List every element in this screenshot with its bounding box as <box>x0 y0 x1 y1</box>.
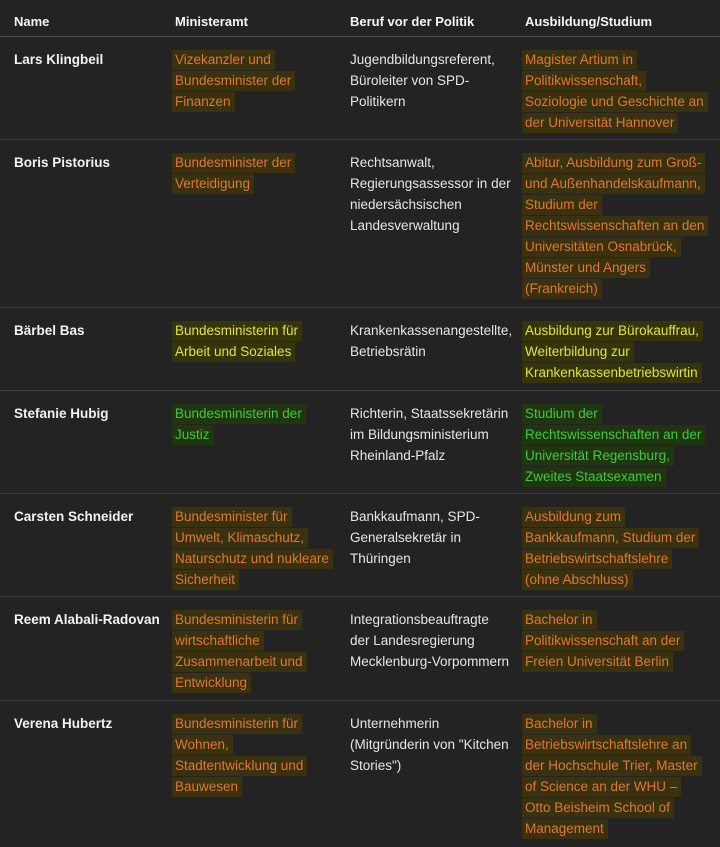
beruf-cell: Bankkaufmann, SPD-Generalsekretär in Thüringen <box>350 509 480 566</box>
ausbildung-highlight: Bachelor in Betriebswirtschaftslehre an der Hochschule Trier, Master of Science an der WHU – Otto Beisheim School of Management <box>522 714 702 839</box>
beruf-cell: Jugendbildungsreferent, Büroleiter von SPD-Politikern <box>350 52 495 109</box>
ministeramt-highlight: Bundesminister der Verteidigung <box>172 153 295 194</box>
ministeramt-highlight: Bundesministerin für wirtschaftliche Zusammenarbeit und Entwicklung <box>172 610 307 693</box>
ausbildung-cell <box>525 391 720 493</box>
ausbildung-cell <box>525 701 720 847</box>
beruf-cell: Richterin, Staatssekretärin im Bildungsministerium Rheinland-Pfalz <box>350 406 509 463</box>
ministeramt-highlight: Bundesminister für Umwelt, Klimaschutz, Naturschutz und nukleare Sicherheit <box>172 507 333 590</box>
table-row <box>0 597 720 701</box>
name-cell: Stefanie Hubig <box>14 406 109 421</box>
name-cell: Boris Pistorius <box>14 155 111 170</box>
ministeramt-cell <box>175 308 350 390</box>
ministeramt-highlight: Vizekanzler und Bundesminister der Finanzen <box>172 50 295 112</box>
ausbildung-highlight: Studium der Rechtswissenschaften an der Universität Regensburg, Zweites Staatsexamen <box>522 404 705 487</box>
ausbildung-cell <box>525 140 720 307</box>
ministeramt-cell <box>175 597 350 700</box>
table-header-row <box>0 0 720 37</box>
table-row <box>0 494 720 597</box>
ministeramt-cell <box>175 494 350 596</box>
name-cell: Verena Hubertz <box>14 716 113 731</box>
ausbildung-highlight: Magister Artium in Politikwissenschaft, Soziologie und Geschichte an der Universität Hannover <box>522 50 708 133</box>
column-header-ministeramt: Ministeramt <box>175 14 248 29</box>
table-row <box>0 140 720 308</box>
ausbildung-cell <box>525 308 720 390</box>
ausbildung-highlight: Ausbildung zum Bankkaufmann, Studium der Betriebswirtschaftslehre (ohne Abschluss) <box>522 507 699 590</box>
beruf-cell: Krankenkassenangestellte, Betriebsrätin <box>350 323 513 359</box>
name-cell: Reem Alabali-Radovan <box>14 612 160 627</box>
ministeramt-cell <box>175 140 350 307</box>
column-header-beruf: Beruf vor der Politik <box>350 14 475 29</box>
ausbildung-highlight: Bachelor in Politikwissenschaft an der Freien Universität Berlin <box>522 610 684 672</box>
ministeramt-highlight: Bundesministerin für Wohnen, Stadtentwicklung und Bauwesen <box>172 714 307 797</box>
ausbildung-cell <box>525 494 720 596</box>
name-cell: Carsten Schneider <box>14 509 134 524</box>
ausbildung-cell <box>525 37 720 139</box>
column-header-name: Name <box>14 14 50 29</box>
ausbildung-cell <box>525 597 720 700</box>
beruf-cell: Integrationsbeauftragte der Landesregierung Mecklenburg-Vorpommern <box>350 612 510 669</box>
beruf-cell: Rechtsanwalt, Regierungsassessor in der niedersächsischen Landesverwaltung <box>350 155 511 233</box>
ausbildung-highlight: Abitur, Ausbildung zum Groß- und Außenhandelskaufmann, Studium der Rechtswissenschaften an den Universitäten Osnabrück, Münster und Angers (Frankreich) <box>522 153 708 299</box>
ministeramt-cell <box>175 391 350 493</box>
ministeramt-highlight: Bundesministerin der Justiz <box>172 404 306 445</box>
ministeramt-cell <box>175 701 350 847</box>
ausbildung-highlight: Ausbildung zur Bürokauffrau, Weiterbildung zur Krankenkassenbetriebswirtin <box>522 321 703 383</box>
table-row <box>0 391 720 494</box>
table-row <box>0 37 720 140</box>
ministeramt-cell <box>175 37 350 139</box>
beruf-cell: Unternehmerin (Mitgründerin von "Kitchen Stories") <box>350 716 509 773</box>
ministeramt-highlight: Bundesministerin für Arbeit und Soziales <box>172 321 302 362</box>
column-header-ausbildung: Ausbildung/Studium <box>525 14 653 29</box>
table-row <box>0 701 720 847</box>
table-row <box>0 308 720 391</box>
name-cell: Lars Klingbeil <box>14 52 104 67</box>
name-cell: Bärbel Bas <box>14 323 85 338</box>
